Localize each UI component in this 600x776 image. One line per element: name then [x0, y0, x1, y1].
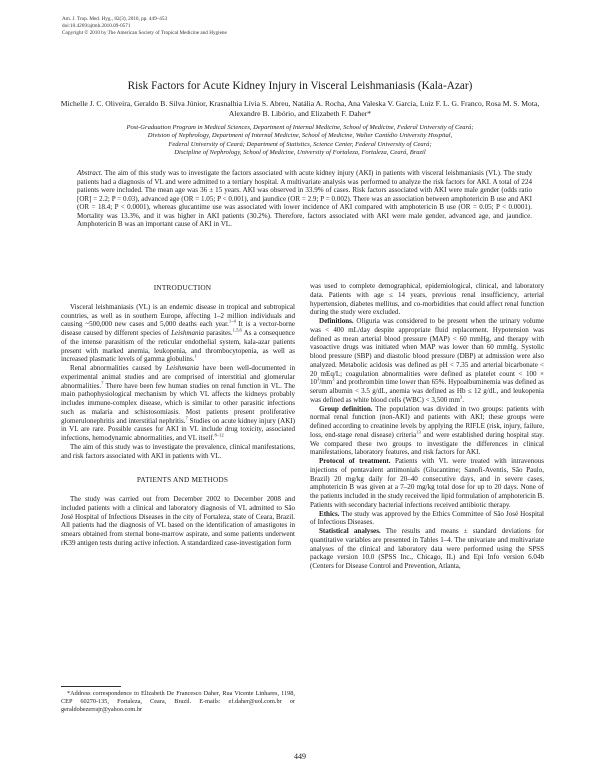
statistics-paragraph: Statistical analyses. The results and means ± standard deviations for quantitative variables are presented in Tables 1–4. The univariate and multivariate analyses of the clinical and laboratory data were performed using the SPSS package version 10.0 (SPSS Inc., Chicago, IL) and Epi Info version 6.04b (Centers for Disease Control and Prevention, Atlanta, [310, 527, 544, 570]
footnote-rule [61, 686, 121, 687]
left-column [61, 284, 295, 548]
intro-paragraph: Visceral leishmaniasis (VL) is an endemic disease in tropical and subtropical countries, as well as in southern Europe, affecting 1–2 million individuals and causing ~500,000 new cases and 5,000 deaths each year.$^{1-4}$ It is a vector-borne disease caused by different species of Leishmania parasites.$^{1,5,6}$ As a consequence of the intense parasitism of the reticular endothelial system, kala-azar patients present with marked anemia, leukopenia, and thrombocytopenia, as well as increased plasmatic levels of gamma globulins.$^1$ [61, 302, 295, 364]
definitions-paragraph: Definitions. Oliguria was considered to be present when the urinary volume was < 400 mL/day despite appropriate fluid replacement. Hypotension was defined as mean arterial blood pressure (MAP) < 60 mmHg, and therapy with vasoactive drugs was initiated when MAP was lower than 60 mmHg. Systolic blood pressure (SBP) and diastolic blood pressure (DBP) at admission were also analyzed. Metabolic acidosis was defined as pH < 7.35 and arterial bicarbonate < 20 mEq/L; coagulation abnormalities were defined as platelet count < $100 \times 10^3/mm^3$ and prothrombin time lower than 65%. Hypoalbuminemia was defined as serum albumin < 3.5 g/dL, anemia was defined as Hb ≤ 12 g/dL, and leukopenia was defined as white blood cells (WBC) < 3,500 $mm^3$. [310, 317, 544, 404]
correspondence-note: *Address correspondence to Elizabeth De Francesco Daher, Rua Vicente Linhares, 1198, CEP 60270-135, Fortaleza, Ceara, Brazil. E-mails: ef.daher@uol.com.br or geraldobezerrajr@yahoo.com.br [61, 690, 295, 713]
intro-heading: INTRODUCTION [153, 283, 212, 292]
methods-paragraph: The study was carried out from December 2002 to December 2008 and included patients with a clinical and laboratory diagnosis of VL admitted to São José Hospital of Infectious Diseases in the city of Fortaleza, state of Ceara, Brazil. All patients had the diagnosis of VL based on the identification of amastigotes in smears obtained from sternal bone-marrow aspirate, and some patients underwent rK39 antigen tests during active infection. A standardized case-investigation form [61, 495, 295, 547]
group-definition-paragraph: Group definition. The population was divided in two groups: patients with normal renal function (non-AKI) and patients with AKI; these groups were defined according to creatinine levels by applying the RIFLE (risk, injury, failure, loss, end-stage renal disease) criteria$^{13}$ and were established during hospital stay. We compared these two groups to investigate the differences in clinical manifestations, laboratory features, and risk factors for AKI. [310, 404, 545, 457]
journal-doi-line: doi:10.4269/ajtmh.2010.09-0571 [62, 23, 131, 29]
journal-copyright-line: Copyright © 2010 by The American Society of Tropical Medicine and Hygiene [62, 30, 227, 36]
abstract [77, 169, 532, 229]
footnote [61, 690, 295, 714]
affiliation-line: Federal University of Ceará; Department of Statistics, Science Center, Federal University of Ceará; [168, 140, 432, 148]
affiliation-line: Discipline of Nephrology, School of Medicine, University of Fortaleza, Fortaleza, Ceará, Brazil [174, 148, 426, 156]
methods-continuation: was used to complete demographical, epidemiological, clinical, and laboratory data. Patients with age ≤ 14 years, previous renal insufficiency, arterial hypertension, diabetes mellitus, and co-morbidities that could affect renal function during the study were excluded. [310, 282, 544, 317]
protocol-paragraph: Protocol of treatment. Patients with VL were treated with intravenous injections of pentavalent antimonials (Glucantime; Sanofi-Aventis, São Paulo, Brazil) 20 mg/kg daily for 20–40 consecutive days, and in severe cases, amphotericin B was given at a 7–20 mg/kg total dose for up to 20 days. None of the patients included in the study received the lipid formulation of amphotericin B. Patients with secondary bacterial infections received antibiotic therapy. [310, 457, 544, 509]
page-number: 449 [294, 752, 306, 761]
right-column [310, 282, 544, 571]
affiliations [48, 124, 552, 157]
intro-paragraph: The aim of this study was to investigate the prevalence, clinical manifestations, and risk factors associated with AKI in patients with VL. [61, 442, 295, 460]
methods-heading: PATIENTS AND METHODS [136, 475, 229, 485]
affiliation-line: Post-Graduation Program in Medical Sciences, Department of Internal Medicine, School of Medicine, Federal University of Ceará; [126, 124, 474, 131]
article-title: Risk Factors for Acute Kidney Injury in Visceral Leishmaniasis (Kala-Azar) [127, 80, 473, 92]
ethics-paragraph: Ethics. The study was approved by the Ethics Committee of São José Hospital of Infectious Diseases. [310, 509, 544, 527]
intro-paragraph: Renal abnormalities caused by Leishmania have been well-documented in experimental animal studies and are comprised of interstitial and glomerular abnormalities.$^7$ There have been few human studies on renal function in VL. The main pathophysiological mechanism by which VL affects the kidneys probably includes immune-complex disease, which is similar to other parasitic infections such as malaria and schistosomiasis. Most patients present proliferative glomerulonephritis and interstitial nephritis.$^7$ Studies on acute kidney injury (AKI) in VL are rare. Possible causes for AKI in VL include drug toxicity, associated infections, hemodynamic abnormalities, and VL itself.$^{8-12}$ [61, 364, 295, 442]
author-list: Michelle J. C. Oliveira, Geraldo B. Silva Júnior, Krasnalhia Lívia S. Abreu, Natália A. Rocha, Ana Valeska V. Garcia, Luiz F. L. G. Franco, Rosa M. S. Mota, Alexandre B. Libório, and Elizabeth F. Daher* [60, 99, 540, 119]
abstract-text: The aim of this study was to investigate the factors associated with acute kidney injury (AKI) in patients with visceral leishmaniasis (VL). The study patients had a diagnosis of VL and were admitted to a tertiary hospital. A multivariate analysis was performed to analyze the risk factors for AKI. A total of 224 patients were included. The mean age was 36 ± 15 years. AKI was observed in 33.9% of cases. Risk factors associated with AKI were male gender (odds ratio [OR] = 2.2; P = 0.03), advanced age (OR = 1.05; P < 0.001), and jaundice (OR = 2.9; P = 0.002). There was an association between amphotericin B use and AKI (OR = 18.4; P < 0.0001), whereas glucantime use was associated with lower incidence of AKI compared with amphotericin B use (OR = 0.05; P < 0.0001). Mortality was 13.3%, and it was higher in AKI patients (30.2%). Therefore, factors associated with AKI were male gender, advanced age, and jaundice. Amphotericin B was an important cause of AKI in VL. [77, 169, 532, 229]
abstract-label: Abstract. [77, 169, 103, 177]
journal-citation [62, 16, 227, 37]
affiliation-line: Division of Nephrology, Department of Internal Medicine, School of Medicine, Walter Cantídio University Hospital, [147, 132, 453, 140]
journal-volume-line: Am. J. Trop. Med. Hyg., 82(3), 2010, pp. 449–453 [62, 16, 168, 22]
